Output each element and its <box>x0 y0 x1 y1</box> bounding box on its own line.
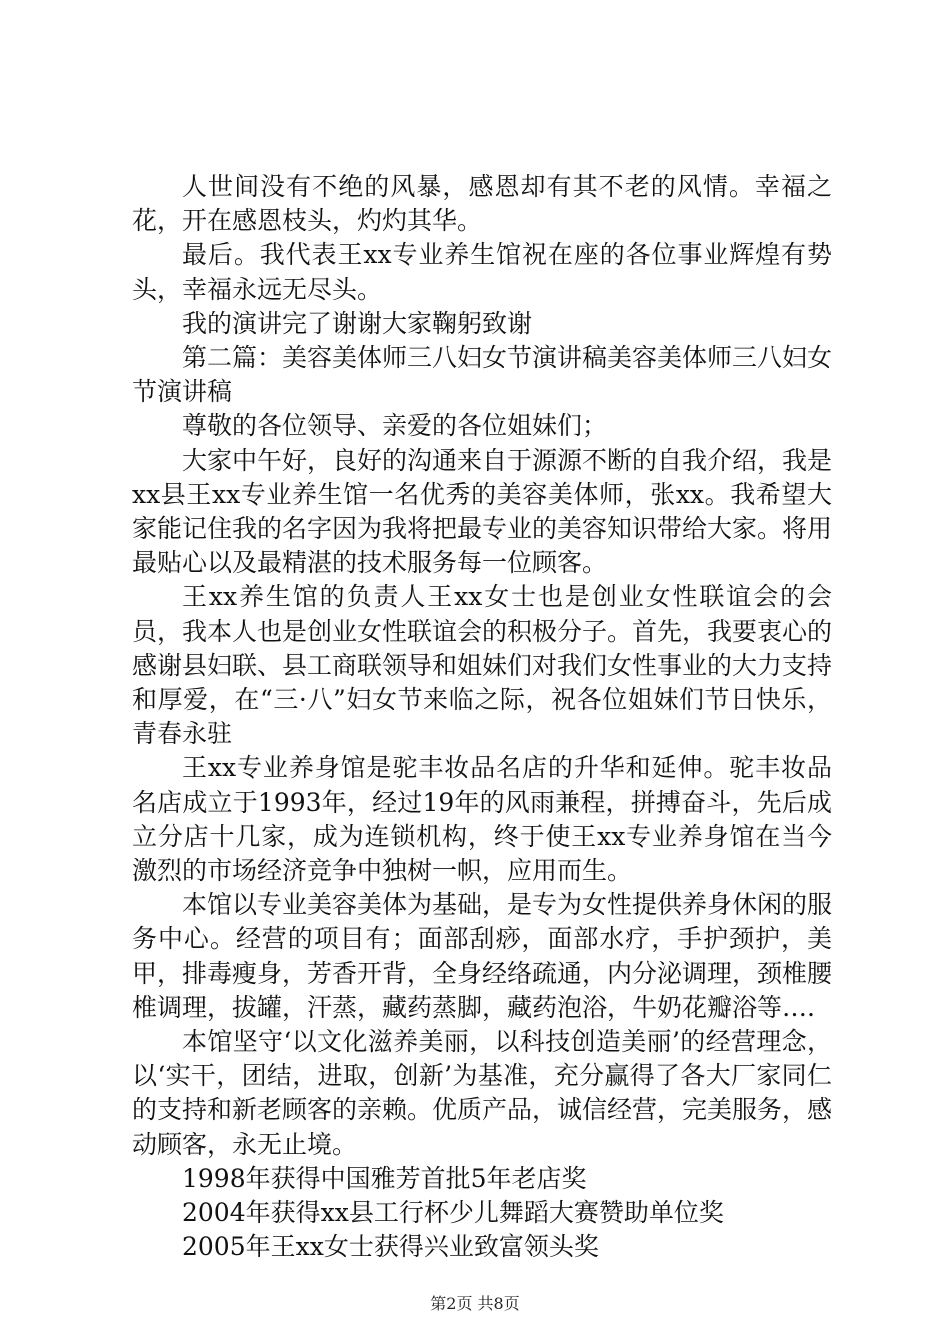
paragraph-thanks: 我的演讲完了谢谢大家鞠躬致谢 <box>182 308 533 338</box>
award-2004: 2004年获得xx县工行杯少儿舞蹈大赛赞助单位奖 <box>182 1198 724 1228</box>
paragraph-association: 王xx养生馆的负责人王xx女士也是创业女性联谊会的会员，我本人也是创业女性联谊会的积极分子。首先，我要衷心的感谢县妇联、县工商联领导和姐妹们对我们女性事业的大力支持和厚爱，在“三·八”妇女节来临之际，祝各位姐妹们节日快乐，青春永驻 <box>132 582 833 749</box>
paragraph-gratitude: 人世间没有不绝的风暴，感恩却有其不老的风情。幸福之花，开在感恩枝头，灼灼其华。 <box>132 172 832 236</box>
paragraph-services: 本馆以专业美容美体为基础，是专为女性提供养身休闲的服务中心。经营的项目有；面部刮痧，面部水疗，手护颈护，美甲，排毒瘦身，芳香开背，全身经络疏通，内分泌调理，颈椎腰椎调理，拔罐，汗蒸，藏药蒸脚，藏药泡浴，牛奶花瓣浴等…. <box>132 890 833 1022</box>
paragraph-salutation: 尊敬的各位领导、亲爱的各位姐妹们； <box>182 411 608 441</box>
document-body <box>132 170 832 1265</box>
paragraph-self-introduction: 大家中午好，良好的沟通来自于源源不断的自我介绍，我是xx县王xx专业养生馆一名优秀的美容美体师，张xx。我希望大家能记住我的名字因为我将把最专业的美容知识带给大家。将用最贴心以及最精湛的技术服务每一位顾客。 <box>132 445 833 578</box>
award-1998: 1998年获得中国雅芳首批5年老店奖 <box>182 1163 587 1193</box>
paragraph-history: 王xx专业养身馆是驼丰妆品名店的升华和延伸。驼丰妆品名店成立于1993年，经过19年的风雨兼程，拼搏奋斗，先后成立分店十几家，成为连锁机构，终于使王xx专业养身馆在当今激烈的市场经济竞争中独树一帜，应用而生。 <box>132 753 832 886</box>
paragraph-closing-wish: 最后。我代表王xx专业养生馆祝在座的各位事业辉煌有势头，幸福永远无尽头。 <box>132 240 832 304</box>
section-heading-second: 第二篇：美容美体师三八妇女节演讲稿美容美体师三八妇女节演讲稿 <box>132 343 833 407</box>
award-2005: 2005年王xx女士获得兴业致富领头奖 <box>182 1232 599 1262</box>
page-number-footer: 第2页 共8页 <box>430 1294 520 1313</box>
paragraph-philosophy: 本馆坚守‘以文化滋养美丽，以科技创造美丽’的经营理念，以‘实干，团结，进取，创新’为基准，充分赢得了各大厂家同仁的支持和新老顾客的亲赖。优质产品，诚信经营，完美服务，感动顾客，永无止境。 <box>132 1027 833 1159</box>
